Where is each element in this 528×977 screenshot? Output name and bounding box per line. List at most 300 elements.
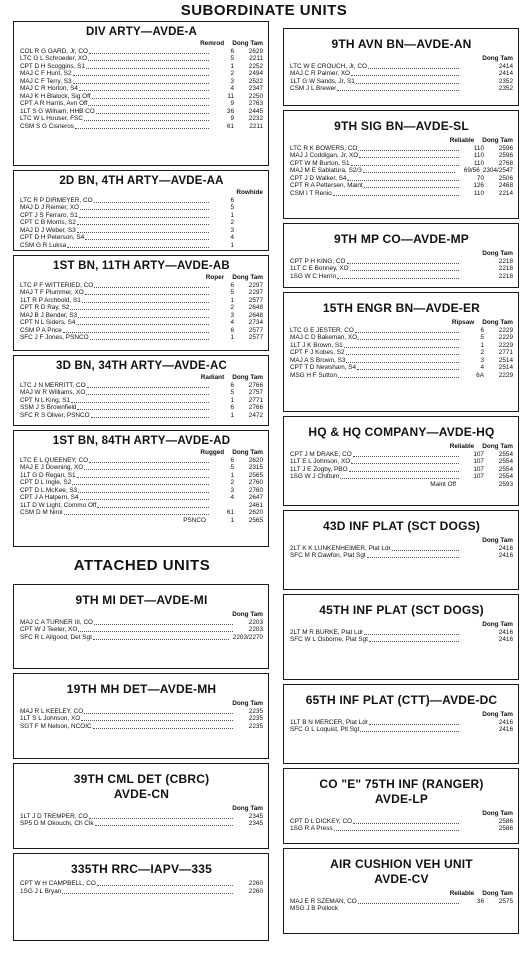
person-name: Maint Off xyxy=(430,480,456,488)
person-name: CPT F J Kobes, S2 xyxy=(290,349,345,357)
directory-row xyxy=(290,70,513,78)
phone-number: 2297 xyxy=(248,289,263,297)
unit-box-19th-mh-det-avde-mh xyxy=(13,673,269,759)
directory-row xyxy=(290,372,513,380)
phone-number: 2345 xyxy=(248,812,263,820)
extension: 107 xyxy=(473,473,484,481)
exchange-label: Rugged xyxy=(200,449,225,456)
extension: 1 xyxy=(230,334,234,342)
person-name: SGT F M Nelson, NCOIC xyxy=(20,722,92,730)
extension xyxy=(460,85,484,93)
phone-number: 2352 xyxy=(498,77,513,85)
extension: 11 xyxy=(227,92,234,100)
directory-row xyxy=(290,334,513,342)
directory-row xyxy=(20,412,263,420)
phone-number: 2586 xyxy=(498,825,513,833)
phone-column-label: Dong Tam xyxy=(482,319,513,326)
person-name: CPT R D Ray, S2 xyxy=(20,304,70,312)
person-name: MSG H F Sutton xyxy=(290,371,337,379)
dot-leader xyxy=(349,466,459,472)
extension: 70 xyxy=(476,174,484,182)
dot-leader xyxy=(353,451,459,457)
unit-subtitle: AVDE-CV xyxy=(374,872,429,886)
dot-leader xyxy=(85,234,209,240)
exchange-label: Reliable xyxy=(449,890,475,897)
unit-box-1st-bn-11th-arty-avde-ab xyxy=(13,255,269,351)
dot-leader xyxy=(337,85,459,91)
extension: 107 xyxy=(473,458,484,466)
directory-row xyxy=(290,85,513,93)
dot-leader xyxy=(82,297,209,303)
dot-leader xyxy=(91,412,209,418)
column-header xyxy=(290,250,513,258)
person-name: CPT J M DRAKE, CO xyxy=(290,450,352,458)
column-header xyxy=(290,537,513,545)
phone-number: 2416 xyxy=(498,718,513,726)
phone-number: 2250 xyxy=(248,92,263,100)
phone-column-label: Dong Tam xyxy=(482,55,513,62)
dot-leader xyxy=(351,458,459,464)
person-name: MAJ K H Blalock, Sig Off xyxy=(20,92,91,100)
phone-number: 2229 xyxy=(498,326,513,334)
extension xyxy=(460,63,484,71)
directory-row xyxy=(290,258,513,266)
phone-number: 2577 xyxy=(248,296,263,304)
directory-row xyxy=(20,204,263,212)
unit-box-43d-inf-plat-sct-dogs xyxy=(283,510,519,590)
directory-row xyxy=(290,818,513,826)
dot-leader xyxy=(84,464,209,470)
phone-number: 2229 xyxy=(498,341,513,349)
right-column xyxy=(283,28,519,938)
dot-leader xyxy=(97,880,233,886)
person-name: LTC J N MERRITT, CO xyxy=(20,381,86,389)
person-name: LTC G L Schroeder, XO xyxy=(20,55,88,63)
directory-row xyxy=(20,457,263,465)
dot-leader xyxy=(369,719,459,725)
dot-leader xyxy=(92,93,209,99)
extension: 2 xyxy=(230,479,234,487)
person-name: MAJ C R Horton, S4 xyxy=(20,85,78,93)
extension: 5 xyxy=(230,389,234,397)
phone-number xyxy=(237,197,263,205)
phone-number: 2494 xyxy=(248,70,263,78)
directory-row xyxy=(20,78,263,86)
phone-number: 2416 xyxy=(498,726,513,734)
directory-row xyxy=(20,813,263,821)
phone-number: 2414 xyxy=(498,70,513,78)
unit-title: 9TH MI DET—AVDE-MI xyxy=(75,593,208,607)
directory-row xyxy=(20,509,263,517)
column-header xyxy=(20,805,263,813)
directory-row xyxy=(290,636,513,644)
dot-leader xyxy=(64,509,209,515)
phone-number: 2472 xyxy=(248,411,263,419)
unit-title: 45TH INF PLAT (SCT DOGS) xyxy=(319,603,484,617)
directory-row xyxy=(290,175,513,183)
person-name: LTC E L QUEENEY, CO xyxy=(20,456,89,464)
directory-row xyxy=(290,481,513,489)
phone-column-label: Dong Tam xyxy=(232,374,263,381)
person-name: MAJ E J Downing, XO xyxy=(20,464,84,472)
dot-leader xyxy=(356,78,459,84)
unit-box-335th-rrc-iapv-335 xyxy=(13,853,269,941)
column-header xyxy=(290,810,513,818)
person-name: MAJ C F Hunt, S2 xyxy=(20,70,72,78)
phone-number: 2347 xyxy=(248,85,263,93)
dot-leader xyxy=(334,825,459,831)
unit-subtitle: AVDE-CN xyxy=(113,787,170,801)
dot-leader xyxy=(94,197,209,203)
directory-row xyxy=(20,85,263,93)
extension: 1 xyxy=(230,396,234,404)
extension: 9 xyxy=(230,100,234,108)
person-name: CPT C B Morris, S2 xyxy=(20,219,76,227)
phone-number: 2229 xyxy=(498,334,513,342)
extension xyxy=(460,78,484,86)
directory-row xyxy=(290,473,513,481)
phone-number: 2522 xyxy=(248,77,263,85)
unit-title: DIV ARTY—AVDE-A xyxy=(86,26,197,38)
phone-number xyxy=(237,242,263,250)
directory-row xyxy=(20,502,263,510)
dot-leader xyxy=(89,457,209,463)
extension xyxy=(460,818,484,826)
unit-box-65th-inf-plat-ctt-avde-dc xyxy=(283,684,519,764)
phone-number: 2214 xyxy=(498,189,513,197)
dot-leader xyxy=(337,273,459,279)
directory-row xyxy=(290,357,513,365)
directory-row xyxy=(20,397,263,405)
person-name: CPT D L Ingle, S2 xyxy=(20,479,72,487)
person-name: 1LT C E Bonney, XO xyxy=(290,265,349,273)
extension: 6 xyxy=(230,381,234,389)
extension: 5 xyxy=(230,289,234,297)
dot-leader xyxy=(88,55,209,61)
person-name: 1LT B N MERCER, Plat Ldr xyxy=(290,718,368,726)
extension: 6 xyxy=(230,281,234,289)
unit-title: 65TH INF PLAT (CTT)—AVDE-DC xyxy=(305,693,498,707)
dot-leader xyxy=(80,204,209,210)
phone-number: 2766 xyxy=(248,404,263,412)
directory-row xyxy=(290,327,513,335)
dot-leader xyxy=(338,905,460,913)
unit-box-1st-bn-84th-arty-avde-ad xyxy=(13,430,269,547)
phone-number: 2554 xyxy=(498,458,513,466)
column-header xyxy=(20,374,263,382)
person-name: CPT J A Halpern, S4 xyxy=(20,494,79,502)
phone-number: 2315 xyxy=(248,464,263,472)
phone-number: 2620 xyxy=(248,509,263,517)
person-name: 1LT S L Johnson, XO xyxy=(20,715,81,723)
unit-title: 15TH ENGR BN—AVDE-ER xyxy=(322,301,481,315)
phone-number: 2218 xyxy=(498,272,513,280)
extension: 6 xyxy=(230,47,234,55)
person-name: CPT T D Newsham, S4 xyxy=(290,364,357,372)
unit-box-45th-inf-plat-sct-dogs xyxy=(283,594,519,680)
phone-number: 2414 xyxy=(498,62,513,70)
person-name: 1LT E L Johnson, XO xyxy=(290,458,351,466)
unit-title: HQ & HQ COMPANY—AVDE-HQ xyxy=(308,425,495,439)
exchange-label: Rowhide xyxy=(236,189,263,196)
dot-leader xyxy=(358,898,459,904)
unit-title: 9TH AVN BN—AVDE-AN xyxy=(331,37,472,51)
unit-box-air-cushion-veh-unit xyxy=(283,848,519,934)
extension: 1 xyxy=(480,341,484,349)
directory-row xyxy=(20,304,263,312)
phone-number: 2232 xyxy=(248,115,263,123)
extension: 4 xyxy=(230,85,234,93)
phone-number: 2211 xyxy=(249,55,263,63)
dot-leader xyxy=(89,48,209,54)
phone-number: 2734 xyxy=(248,319,263,327)
person-name: CPT A R Harris, Avn Off xyxy=(20,100,88,108)
phone-column-label: Dong Tam xyxy=(232,611,263,618)
dot-leader xyxy=(75,123,209,129)
directory-row xyxy=(20,820,263,828)
extension: 110 xyxy=(473,189,484,197)
phone-column-label: Dong Tam xyxy=(232,700,263,707)
phone-number: 2218 xyxy=(498,265,513,273)
dot-leader xyxy=(347,175,459,181)
directory-row xyxy=(20,93,263,101)
directory-row xyxy=(20,389,263,397)
left-bottom-column xyxy=(13,584,269,945)
person-name: CPT D L DICKEY, CO xyxy=(290,817,353,825)
dot-leader xyxy=(71,397,209,403)
directory-row xyxy=(290,152,513,160)
directory-row xyxy=(290,167,513,175)
directory-row xyxy=(290,364,513,372)
person-name: 1LT G W Sands, Jr, S1 xyxy=(290,77,355,85)
dot-leader xyxy=(76,319,209,325)
dot-leader xyxy=(93,634,229,640)
directory-row xyxy=(20,219,263,227)
extension: 1 xyxy=(230,241,234,249)
person-name: LTC G E JESTER, CO xyxy=(290,326,354,334)
dot-leader xyxy=(89,813,233,819)
extension: 5 xyxy=(230,464,234,472)
phone-number: 2554 xyxy=(498,465,513,473)
phone-number: 2593 xyxy=(498,480,513,488)
phone-number: 2577 xyxy=(248,334,263,342)
dot-leader xyxy=(70,304,209,310)
extension xyxy=(460,726,484,734)
dot-leader xyxy=(363,167,455,173)
phone-number: 2768 xyxy=(498,159,513,167)
person-name: 2LT M R BURKE, Plat Ldr xyxy=(290,628,364,636)
dot-leader xyxy=(94,619,233,625)
dot-leader xyxy=(347,258,459,264)
dot-leader xyxy=(87,382,209,388)
person-name: CPT W H CAMPBELL, CO xyxy=(20,880,96,887)
directory-row xyxy=(20,472,263,480)
phone-column-label: Dong Tam xyxy=(482,711,513,718)
person-name: MAJ W R Williams, XO xyxy=(20,389,86,397)
extension: 61 xyxy=(226,122,234,130)
phone-number: 2577 xyxy=(248,326,263,334)
dot-leader xyxy=(72,479,209,485)
phone-number: 2218 xyxy=(498,257,513,265)
unit-title: 1ST BN, 11TH ARTY—AVDE-AB xyxy=(53,260,230,272)
phone-number: 2586 xyxy=(498,817,513,825)
directory-row xyxy=(20,382,263,390)
phone-number xyxy=(487,905,513,913)
exchange-label: Radiant xyxy=(200,374,225,381)
unit-box-9th-avn-bn-avde-an xyxy=(283,28,519,106)
extension: 36 xyxy=(476,897,484,905)
directory-row xyxy=(20,234,263,242)
column-header xyxy=(290,443,513,451)
person-name: CPT D H Scoggins, S1 xyxy=(20,62,85,70)
phone-number: 2760 xyxy=(248,479,263,487)
extension: 6 xyxy=(230,326,234,334)
person-name: COL R G GARD, Jr, CO xyxy=(20,47,88,55)
person-name: MAJ C A TURNER III, CO xyxy=(20,618,94,626)
exchange-label: Reliable xyxy=(449,137,475,144)
extension: 1 xyxy=(230,516,234,524)
phone-column-label: Dong Tam xyxy=(482,810,513,817)
extension: 69/56 xyxy=(463,167,480,175)
dot-leader xyxy=(78,487,209,493)
directory-row xyxy=(20,619,263,627)
column-header xyxy=(20,700,263,708)
directory-row xyxy=(290,466,513,474)
dot-leader xyxy=(353,818,459,824)
phone-number: 2506 xyxy=(498,174,513,182)
dot-leader xyxy=(81,715,233,721)
dot-leader xyxy=(90,334,209,340)
directory-row xyxy=(20,282,263,290)
unit-box-39th-cml-det-cbrc xyxy=(13,763,269,849)
person-name: MAJ R L KEELEY, CO xyxy=(20,707,84,715)
column-header xyxy=(20,189,263,197)
directory-row xyxy=(290,458,513,466)
phone-column-label: Dong Tam xyxy=(482,621,513,628)
extension: 1 xyxy=(230,211,234,219)
phone-number: 2260 xyxy=(248,880,263,887)
extension xyxy=(460,825,484,833)
column-header xyxy=(290,55,513,63)
phone-column-label: Dong Tam xyxy=(482,137,513,144)
extension: 2 xyxy=(480,349,484,357)
extension xyxy=(210,502,234,510)
directory-row xyxy=(20,48,263,56)
unit-title: 39TH CML DET (CBRC) xyxy=(73,772,210,786)
extension: 3 xyxy=(230,226,234,234)
person-name: CSM D M Niroi xyxy=(20,509,63,517)
directory-row xyxy=(290,273,513,281)
person-name: SSM J S Brownfield xyxy=(20,404,77,412)
phone-number: 2757 xyxy=(248,389,263,397)
extension: 1 xyxy=(230,471,234,479)
extension: 6A xyxy=(476,371,484,379)
unit-title: 43D INF PLAT (SCT DOGS) xyxy=(322,519,481,533)
phone-number xyxy=(237,234,263,242)
unit-title: 1ST BN, 84TH ARTY—AVDE-AD xyxy=(52,435,231,447)
person-name: CPT W M Burton, S1 xyxy=(290,159,350,167)
phone-number: 2203 xyxy=(248,618,263,626)
directory-row xyxy=(20,70,263,78)
phone-number: 2468 xyxy=(498,182,513,190)
person-name: SFC G L Loquist, Plt Sgt xyxy=(290,726,360,734)
person-name: MAJ C D Bakeman, XO xyxy=(290,334,358,342)
person-name: SFC W L Osborne, Plat Sgt xyxy=(290,636,368,644)
extension: 61 xyxy=(226,509,234,517)
person-name: CPT D L McKee, S3 xyxy=(20,486,78,494)
phone-number: 2304/2547 xyxy=(482,167,513,175)
dot-leader xyxy=(94,282,209,288)
directory-row xyxy=(20,626,263,634)
extension xyxy=(460,552,484,560)
directory-row xyxy=(290,190,513,198)
person-name: MAJ C R Palmer, XO xyxy=(290,70,351,78)
unit-box-div-arty-avde-a xyxy=(13,21,269,166)
person-name: CPT J S Ferraro, S1 xyxy=(20,211,78,219)
extension: 3 xyxy=(230,486,234,494)
phone-number: 2648 xyxy=(248,304,263,312)
phone-number: 2596 xyxy=(498,152,513,160)
phone-number: 2352 xyxy=(498,85,513,93)
phone-number xyxy=(237,212,263,220)
directory-row xyxy=(20,715,263,723)
person-name: 1SG J L Bryan xyxy=(20,887,62,895)
dot-leader xyxy=(96,108,209,114)
person-name: MAJ D J Weber, S3 xyxy=(20,226,76,234)
phone-number: 2565 xyxy=(248,516,263,524)
person-name: 1LT S G Wilham, HHB CO xyxy=(20,107,95,115)
dot-leader xyxy=(79,212,209,218)
extension xyxy=(460,481,484,489)
dot-leader xyxy=(333,190,459,196)
person-name: CPT R A Pettersen, Maint xyxy=(290,182,363,190)
directory-row xyxy=(20,464,263,472)
unit-title: 9TH SIG BN—AVDE-SL xyxy=(334,119,469,133)
phone-number xyxy=(237,227,263,235)
dot-leader xyxy=(351,70,459,76)
directory-row xyxy=(20,708,263,716)
phone-number: 2252 xyxy=(248,62,263,70)
person-name: 1SG R A Press xyxy=(290,825,333,833)
directory-row xyxy=(290,78,513,86)
unit-title: AIR CUSHION VEH UNIT xyxy=(330,857,473,871)
phone-number: 2648 xyxy=(248,311,263,319)
directory-row xyxy=(20,55,263,63)
phone-number: 2345 xyxy=(248,820,263,828)
person-name: CPT D H Peterson, S4 xyxy=(20,234,85,242)
dot-leader xyxy=(73,78,209,84)
directory-row xyxy=(20,227,263,235)
dot-leader xyxy=(85,289,209,295)
person-name: 1LT J K Brown, S1 xyxy=(290,341,343,349)
dot-leader xyxy=(80,494,210,500)
phone-number: 2416 xyxy=(498,552,513,560)
dot-leader xyxy=(84,115,209,121)
person-name: MSG J B Pollock xyxy=(290,905,338,913)
phone-number: 2766 xyxy=(248,381,263,389)
extension: 4 xyxy=(480,364,484,372)
directory-row xyxy=(20,242,263,250)
person-name: MAJ E R SZEMAN, CO xyxy=(290,897,357,905)
phone-column-label: Dong Tam xyxy=(232,40,263,47)
extension: 5 xyxy=(230,204,234,212)
dot-leader xyxy=(79,85,209,91)
dot-leader xyxy=(364,182,459,188)
dot-leader xyxy=(350,265,459,271)
extension xyxy=(460,719,484,727)
directory-row xyxy=(20,327,263,335)
person-name: CPT W J Teeter, XO xyxy=(20,626,78,634)
